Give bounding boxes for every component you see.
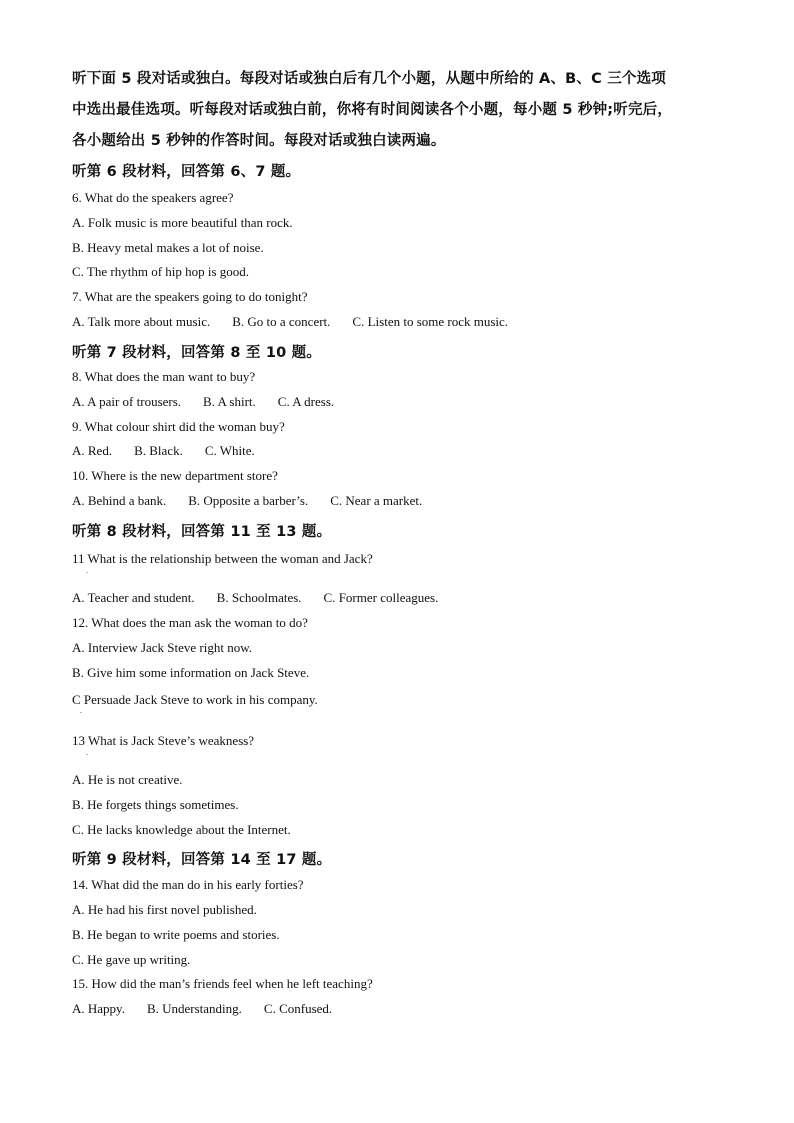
question-9-option-c: C. White. bbox=[204, 443, 255, 458]
question-15-stem: 15. How did the man’s friends feel when he left teaching? bbox=[72, 976, 373, 991]
question-15-option-b: B. Understanding. bbox=[146, 1001, 242, 1016]
question-8-option-a: A. A pair of trousers. bbox=[72, 394, 182, 409]
question-12-option-a: A. Interview Jack Steve right now. bbox=[72, 640, 253, 655]
question-12-dot-mark: . bbox=[80, 706, 82, 715]
instruction-line-1: 听下面 5 段对话或独白。每段对话或独白后有几个小题，从题中所给的 A、B、C 三个选项 bbox=[72, 71, 666, 87]
question-6-stem: 6. What do the speakers agree? bbox=[72, 190, 234, 205]
question-13-option-a: A. He is not creative. bbox=[72, 772, 183, 787]
question-6-option-a: A. Folk music is more beautiful than rock. bbox=[72, 215, 293, 230]
question-14-option-c: C. He gave up writing. bbox=[72, 952, 191, 967]
question-13-stem: 13 What is Jack Steve’s weakness? bbox=[72, 733, 255, 748]
question-11-option-c: C. Former colleagues. bbox=[323, 590, 439, 605]
question-9-option-b: B. Black. bbox=[134, 443, 183, 458]
question-7-option-c: C. Listen to some rock music. bbox=[352, 314, 509, 329]
section-heading-6: 听第 6 段材料，回答第 6、7 题。 bbox=[72, 164, 301, 180]
question-15-options bbox=[72, 1001, 332, 1017]
instruction-line-3: 各小题给出 5 秒钟的作答时间。每段对话或独白读两遍。 bbox=[72, 133, 446, 149]
question-12-stem: 12. What does the man ask the woman to do? bbox=[72, 615, 308, 630]
question-7-options bbox=[72, 314, 508, 330]
question-12-option-b: B. Give him some information on Jack Steve. bbox=[72, 665, 310, 680]
question-11-option-a: A. Teacher and student. bbox=[72, 590, 195, 605]
question-6-option-c: C. The rhythm of hip hop is good. bbox=[72, 264, 250, 279]
question-15-option-a: A. Happy. bbox=[72, 1001, 125, 1016]
question-14-stem: 14. What did the man do in his early forties? bbox=[72, 877, 304, 892]
instruction-line-2: 中选出最佳选项。听每段对话或独白前，你将有时间阅读各个小题，每小题 5 秒钟;听完后， bbox=[72, 102, 673, 118]
section-heading-8: 听第 8 段材料，回答第 11 至 13 题。 bbox=[72, 524, 332, 540]
question-10-option-c: C. Near a market. bbox=[330, 493, 423, 508]
question-11-stem: 11 What is the relationship between the woman and Jack? bbox=[72, 551, 373, 566]
question-7-option-b: B. Go to a concert. bbox=[232, 314, 331, 329]
question-6-option-b: B. Heavy metal makes a lot of noise. bbox=[72, 240, 264, 255]
question-13-option-b: B. He forgets things sometimes. bbox=[72, 797, 239, 812]
question-9-options bbox=[72, 443, 255, 459]
question-15-option-c: C. Confused. bbox=[263, 1001, 333, 1016]
question-9-option-a: A. Red. bbox=[72, 443, 113, 458]
question-11-options bbox=[72, 590, 438, 606]
section-heading-7: 听第 7 段材料，回答第 8 至 10 题。 bbox=[72, 345, 322, 361]
question-10-option-a: A. Behind a bank. bbox=[72, 493, 167, 508]
question-7-stem: 7. What are the speakers going to do tonight? bbox=[72, 289, 308, 304]
question-12-option-c: C Persuade Jack Steve to work in his company. bbox=[72, 692, 318, 707]
question-9-stem: 9. What colour shirt did the woman buy? bbox=[72, 419, 285, 434]
question-14-option-b: B. He began to write poems and stories. bbox=[72, 927, 280, 942]
question-10-option-b: B. Opposite a barber’s. bbox=[188, 493, 309, 508]
question-8-option-c: C. A dress. bbox=[277, 394, 335, 409]
question-7-option-a: A. Talk more about music. bbox=[72, 314, 211, 329]
question-8-option-b: B. A shirt. bbox=[203, 394, 256, 409]
question-8-options bbox=[72, 394, 334, 410]
question-8-stem: 8. What does the man want to buy? bbox=[72, 369, 256, 384]
section-heading-9: 听第 9 段材料，回答第 14 至 17 题。 bbox=[72, 852, 332, 868]
question-14-option-a: A. He had his first novel published. bbox=[72, 902, 257, 917]
question-13-dot-mark: . bbox=[86, 748, 88, 757]
question-10-stem: 10. Where is the new department store? bbox=[72, 468, 278, 483]
question-10-options bbox=[72, 493, 422, 509]
question-11-option-b: B. Schoolmates. bbox=[216, 590, 302, 605]
question-13-option-c: C. He lacks knowledge about the Internet. bbox=[72, 822, 291, 837]
question-11-dot-mark: . bbox=[86, 566, 88, 575]
